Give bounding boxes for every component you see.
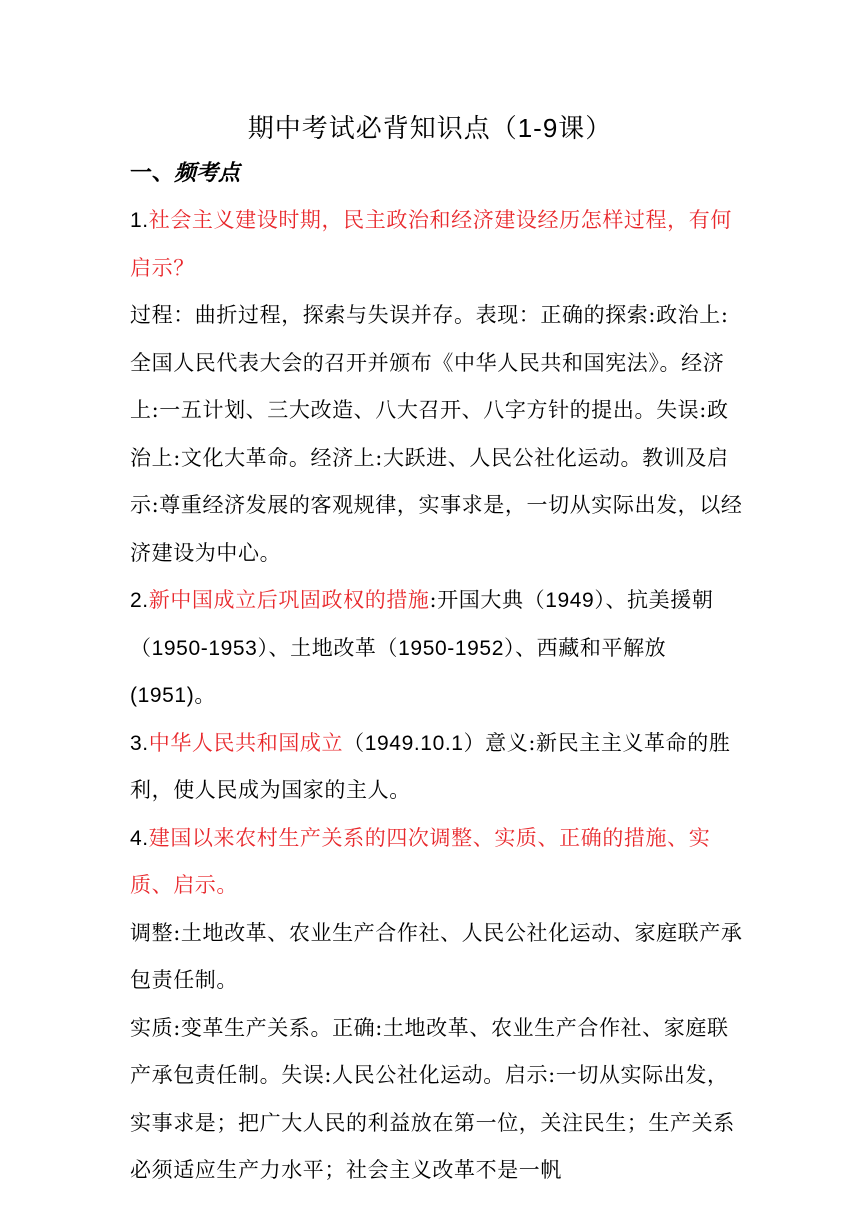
- item-3-answer-part: ）意义:新民主主义革命的胜利，使人民成为国家的主人。: [130, 730, 731, 802]
- item-3-answer-part: （: [343, 730, 365, 755]
- item-2-number: 2.: [130, 589, 149, 612]
- item-1-question-text: 社会主义建设时期，民主政治和经济建设经历怎样过程，有何启示？: [130, 208, 732, 280]
- item-3-question-text: 中华人民共和国成立: [148, 730, 344, 755]
- item-4-question-text: 建国以来农村生产关系的四次调整、实质、正确的措施、实质、启示。: [130, 825, 711, 897]
- item-3-date: 1949.10.1: [364, 731, 464, 755]
- title-text: 期中考试必背知识点（: [247, 114, 518, 144]
- item-2-answer-part: ）、土地改革（: [257, 635, 399, 660]
- item-2-year: 1950-1953: [151, 636, 258, 660]
- item-3: [130, 720, 745, 815]
- title-suffix: 课）: [558, 114, 613, 144]
- item-2-answer-part: ）、西藏和平解放: [503, 635, 667, 660]
- item-2-answer-part: :开国大典（: [429, 588, 546, 612]
- item-2-question-text: 新中国成立后巩固政权的措施: [148, 588, 430, 612]
- item-4-number: 4.: [130, 826, 149, 850]
- item-2-year: 1949: [545, 589, 595, 612]
- item-2-answer-part: ）、抗美援朝（: [130, 588, 714, 660]
- document-body: [130, 197, 745, 1195]
- item-3-number: 3.: [130, 731, 149, 755]
- item-1-answer: 过程：曲折过程，探索与失误并存。表现：正确的探索:政治上:全国人民代表大会的召开并颁布《中华人民共和国宪法》。经济上:一五计划、三大改造、八大召开、八字方针的提出。失误:政治上:文化大革命。经济上:大跃进、人民公社化运动。教训及启示:尊重经济发展的客观规律，实事求是，一切从实际出发，以经济建设为中心。: [130, 303, 743, 565]
- item-2-year: (1951): [130, 684, 195, 707]
- section-heading-prefix: 一、: [130, 160, 175, 186]
- section-heading-text: 频考点: [174, 160, 241, 186]
- section-heading: [130, 153, 240, 193]
- title-range: 1-9: [517, 113, 559, 143]
- item-1-question: [130, 197, 745, 292]
- item-4-adjustments: 调整:土地改革、农业生产合作社、人民公社化运动、家庭联产承包责任制。: [130, 920, 743, 992]
- item-4-essence: 实质:变革生产关系。正确:土地改革、农业生产合作社、家庭联产承包责任制。失误:人民公社化运动。启示:一切从实际出发，实事求是；把广大人民的利益放在第一位，关注民生；生产关系必须适应生产力水平；社会主义改革不是一帆: [130, 1015, 735, 1182]
- item-1-number: 1.: [130, 209, 149, 232]
- item-2-year: 1950-1952: [398, 636, 504, 660]
- page-title: [0, 104, 860, 153]
- item-4-question: [130, 815, 745, 910]
- item-2: [130, 577, 745, 720]
- item-2-answer-part: 。: [194, 683, 216, 707]
